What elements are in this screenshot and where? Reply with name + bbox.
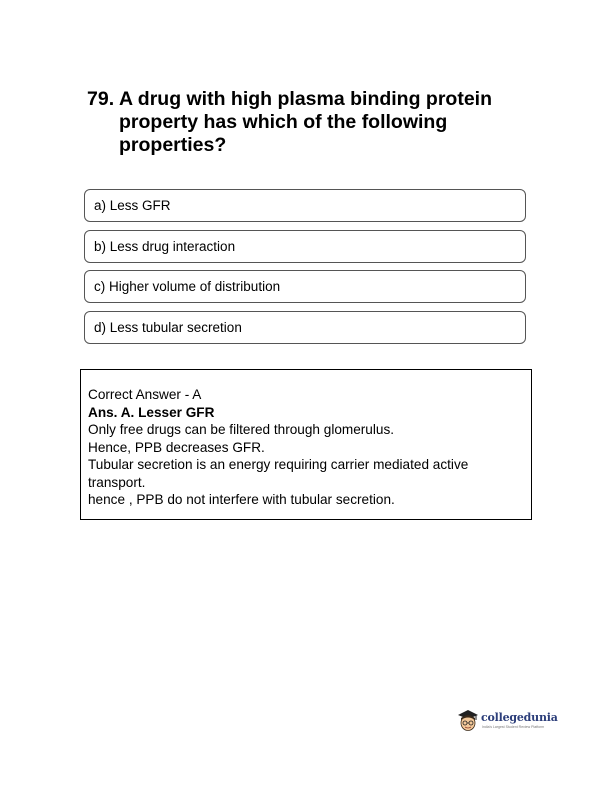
explanation-line-3: Tubular secretion is an energy requiring carrier mediated active transport.: [88, 457, 469, 490]
correct-answer: Correct Answer - A: [88, 387, 202, 402]
question: [87, 88, 527, 157]
option-a[interactable]: a) Less GFR: [84, 189, 526, 222]
collegedunia-mascot-logo-icon: [456, 708, 480, 736]
option-d[interactable]: d) Less tubular secretion: [84, 311, 526, 344]
explanation-line-2: Hence, PPB decreases GFR.: [88, 439, 265, 455]
question-number: 79.: [87, 88, 115, 110]
brand-tagline: India's Largest Student Review Platform: [482, 725, 545, 729]
brand-name: collegedunia: [481, 711, 558, 724]
answer-explanation-box: [80, 369, 532, 520]
explanation-line-1: Only free drugs can be filtered through glomerulus.: [88, 422, 395, 437]
explanation-line-4: hence , PPB do not interfere with tubular secretion.: [88, 492, 395, 507]
collegedunia-logo: [456, 708, 566, 738]
options-list: [84, 189, 526, 351]
option-c[interactable]: c) Higher volume of distribution: [84, 270, 526, 303]
option-b[interactable]: b) Less drug interaction: [84, 230, 526, 263]
answer-title: Ans. A. Lesser GFR: [88, 404, 215, 420]
question-text: A drug with high plasma binding protein property has which of the following properties?: [119, 88, 493, 156]
